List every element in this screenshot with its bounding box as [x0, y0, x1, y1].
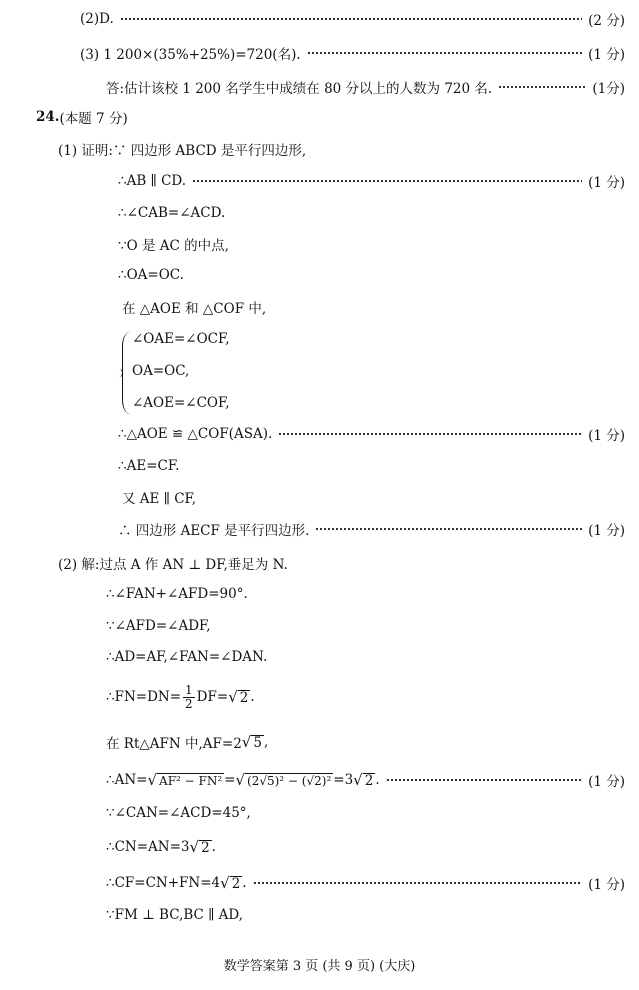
radicand: 2 [201, 840, 210, 856]
system-eq: OA=OC, [132, 363, 190, 379]
fraction [183, 684, 195, 711]
score-label: (1分) [592, 81, 625, 97]
sqrt-expression [353, 771, 375, 789]
proof-line [0, 200, 639, 226]
dot-leader [386, 779, 582, 781]
system-line [0, 390, 639, 416]
radicand: (2√5)² − (√2)² [247, 774, 332, 788]
solution-text: ∴CF=CN+FN=4 [106, 875, 221, 891]
proof-line [0, 484, 639, 510]
dot-leader [120, 18, 582, 20]
proof-text: ∴△AOE ≌ △COF(ASA). [118, 426, 273, 442]
proof-text: (1) 证明:∵ 四边形 ABCD 是平行四边形, [58, 143, 307, 159]
section-note: (本题 7 分) [59, 111, 128, 127]
proof-text: ∵O 是 AC 的中点, [118, 238, 229, 254]
answer-text: 答:估计该校 1 200 名学生中成绩在 80 分以上的人数为 720 名. [106, 81, 493, 97]
proof-text: ∴AE=CF. [118, 458, 180, 474]
radicand: 5 [253, 735, 262, 751]
proof-text: ∴OA=OC. [118, 267, 184, 283]
radicand: AF² − FN² [159, 774, 223, 788]
solution-text: ∵FM ⊥ BC,BC ∥ AD, [106, 907, 244, 923]
proof-line [0, 294, 639, 320]
section-header [0, 104, 639, 130]
system-line [0, 326, 639, 352]
dot-leader [315, 528, 582, 530]
solution-text: ∵∠CAN=∠ACD=45°, [106, 805, 251, 821]
solution-line [0, 680, 639, 714]
proof-text: 又 AE ∥ CF, [122, 491, 197, 507]
proof-text: ∴∠CAB=∠ACD. [118, 205, 226, 221]
solution-text: . [375, 772, 380, 788]
dot-leader [278, 433, 582, 435]
proof-line [0, 453, 639, 479]
score-label: (1 分) [588, 175, 625, 191]
dot-leader [498, 86, 586, 88]
sqrt-expression [147, 771, 224, 789]
proof-line [0, 262, 639, 288]
answer-text: (2)D. [80, 11, 114, 27]
solution-text: ∴AD=AF,∠FAN=∠DAN. [106, 649, 268, 665]
solution-line [0, 644, 639, 670]
proof-text: ∴AB ∥ CD. [118, 173, 187, 189]
page-footer: 数学答案第 3 页 (共 9 页) (大庆) [223, 959, 416, 974]
score-label: (1 分) [588, 523, 625, 539]
dot-leader [307, 52, 582, 54]
system-line [0, 358, 639, 384]
solution-text: . [250, 689, 255, 705]
fraction-denominator: 2 [185, 696, 193, 711]
solution-line [0, 613, 639, 639]
fraction-numerator: 1 [185, 682, 193, 697]
solution-line [0, 902, 639, 928]
solution-text: =3 [333, 772, 354, 788]
system-eq: ∠AOE=∠COF, [132, 395, 230, 411]
solution-line [0, 870, 639, 896]
solution-line [0, 767, 639, 793]
radical-icon: √ [241, 733, 252, 751]
sqrt-expression [228, 688, 250, 706]
solution-text: ∴CN=AN=3 [106, 839, 190, 855]
proof-text: ∴ 四边形 AECF 是平行四边形. [118, 523, 310, 539]
solution-text: (2) 解:过点 A 作 AN ⊥ DF,垂足为 N. [58, 557, 288, 573]
radicand: 2 [231, 876, 241, 892]
sqrt-expression [190, 838, 212, 856]
radical-icon: √ [189, 838, 200, 856]
score-label: (1 分) [588, 47, 625, 63]
solution-text: , [263, 734, 269, 750]
solution-text: . [242, 875, 247, 891]
proof-line [0, 421, 639, 447]
radical-icon: √ [353, 771, 363, 789]
proof-line [0, 168, 639, 194]
radical-icon: √ [235, 771, 246, 789]
score-label: (2 分) [588, 13, 625, 29]
solution-text: ∴AN= [106, 772, 148, 788]
radical-icon: √ [220, 874, 230, 892]
solution-text: 在 Rt△AFN 中,AF=2 [106, 736, 242, 752]
dot-leader [253, 882, 582, 884]
solution-line [0, 550, 639, 576]
dot-leader [192, 180, 582, 182]
solution-text: . [211, 839, 216, 855]
solution-line [0, 800, 639, 826]
answer-text: (3) 1 200×(35%+25%)=720(名). [80, 47, 301, 63]
solution-text: ∴∠FAN+∠AFD=90°. [106, 586, 248, 602]
proof-line [0, 516, 639, 542]
solution-text: ∵∠AFD=∠ADF, [106, 618, 211, 634]
sqrt-expression [235, 771, 333, 789]
section-number: 24. [36, 109, 60, 125]
score-label: (1 分) [588, 774, 625, 790]
proof-line [0, 231, 639, 257]
radical-icon: √ [228, 688, 238, 706]
radicand: 2 [364, 773, 374, 789]
solution-line [0, 834, 639, 860]
solution-line [0, 729, 639, 755]
system-eq: ∠OAE=∠OCF, [132, 331, 230, 347]
answer-line-2 [0, 6, 639, 32]
solution-text: DF= [196, 689, 229, 705]
sqrt-expression [220, 874, 242, 892]
solution-line [0, 581, 639, 607]
proof-line [0, 136, 639, 162]
answer-line-3 [0, 40, 639, 66]
proof-text: 在 △AOE 和 △COF 中, [122, 301, 267, 317]
sqrt-expression [242, 733, 264, 751]
answer-conclusion [0, 74, 639, 100]
solution-text: = [224, 772, 236, 788]
radicand: 2 [239, 690, 249, 706]
score-label: (1 分) [588, 428, 625, 444]
radical-icon: √ [147, 771, 158, 789]
solution-text: ∴FN=DN= [106, 689, 182, 705]
score-label: (1 分) [588, 877, 625, 893]
